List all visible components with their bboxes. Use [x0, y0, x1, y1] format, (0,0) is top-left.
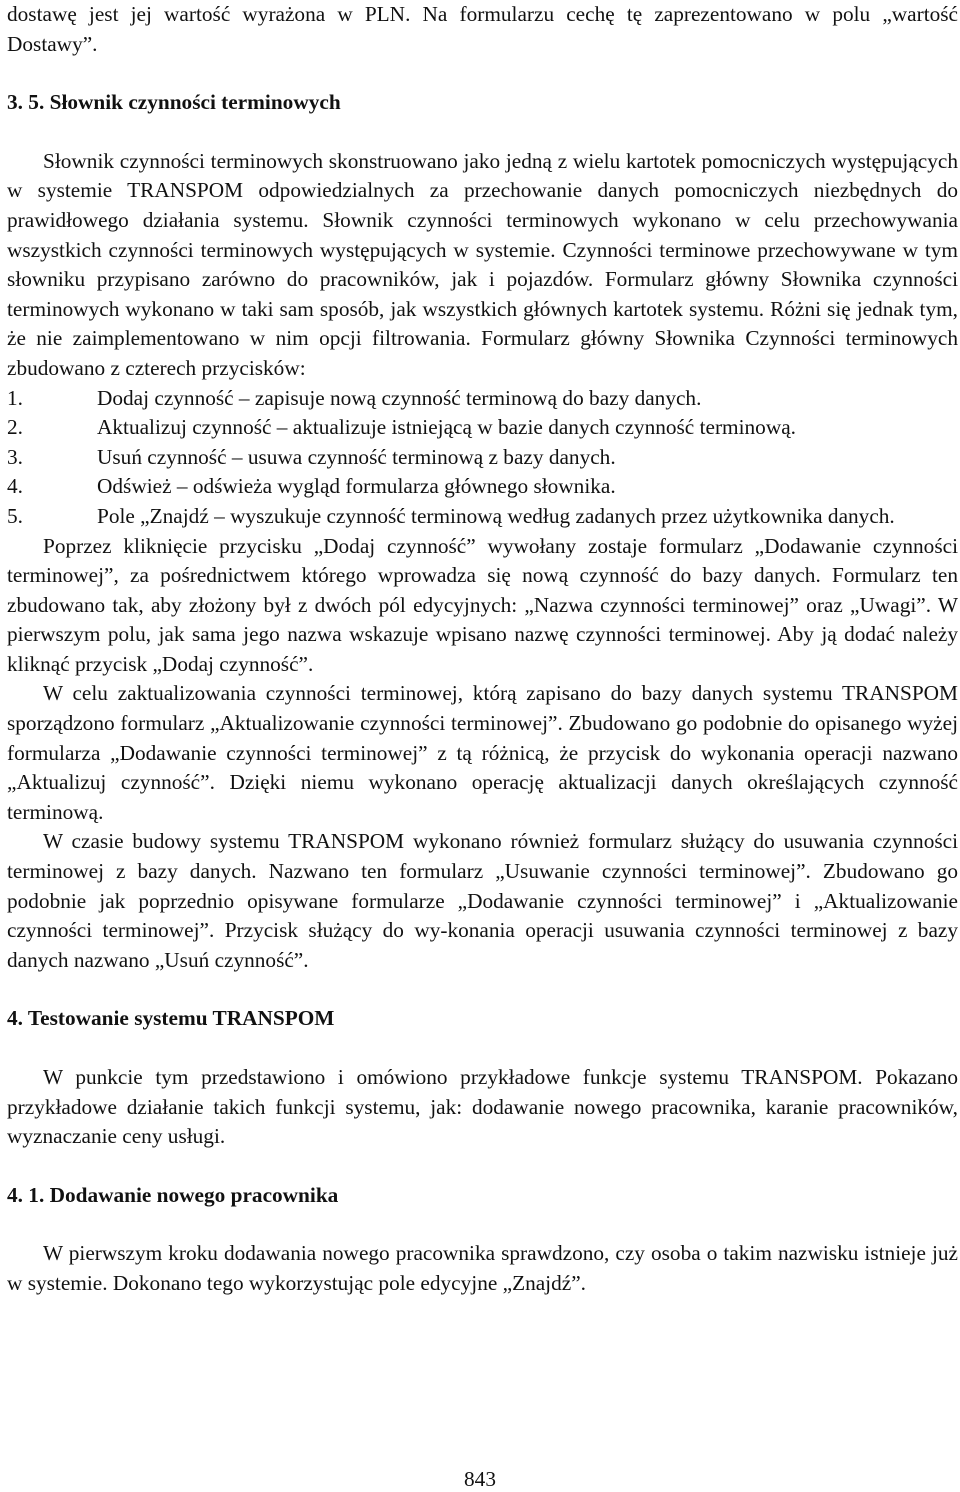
list-item	[7, 502, 958, 532]
paragraph-dodaj: Poprzez kliknięcie przycisku „Dodaj czynność” wywołany zostaje formularz „Dodawanie czynności terminowej”, za pośrednictwem którego wprowadza się nową czynność do bazy danych. Formularz ten zbudowano tak, aby złożony był z dwóch pól edycyjnych: „Nazwa czynności terminowej” oraz „Uwagi”. W pierwszym polu, jak sama jego nazwa wskazuje wpisano nazwę czynności terminowej. Aby ją dodać należy kliknąć przycisk „Dodaj czynność”.	[7, 533, 958, 676]
list-item	[7, 413, 958, 443]
list-item-number: 5.	[7, 503, 23, 528]
paragraph-testowanie: W punkcie tym przedstawiono i omówiono przykładowe funkcje systemu TRANSPOM. Pokazano przykładowe działanie takich funkcji systemu, jak: dodawanie nowego pracownika, karanie pracowników, wyznaczanie ceny usługi.	[7, 1065, 958, 1149]
section-heading-4: 4. Testowanie systemu TRANSPOM	[7, 1006, 335, 1031]
spacer	[7, 1152, 958, 1181]
list-item	[7, 384, 958, 414]
section-heading-4-1: 4. 1. Dodawanie nowego pracownika	[7, 1182, 339, 1207]
list-item-number: 2.	[7, 415, 23, 440]
spacer	[7, 118, 958, 147]
list-item-text: Pole „Znajdź – wyszukuje czynność terminową według zadanych przez użytkownika danych.	[97, 503, 895, 528]
paragraph-slownik: Słownik czynności terminowych skonstruowano jako jedną z wielu kartotek pomocniczych występujących w systemie TRANSPOM odpowiedzialnych za przechowanie danych pomocniczych niezbędnych do prawidłowego działania systemu. Słownik czynności terminowych wykonano w celu przechowywania wszystkich czynności terminowych występujących w systemie. Czynności terminowe przechowywane w tym słowniku przypisano zarówno do pracowników, jak i pojazdów. Formularz główny Słownika czynności terminowych wykonano w taki sam sposób, jak wszystkich głównych kartotek systemu. Różni się jednak tym, że nie zaimplementowano w nim opcji filtrowania. Formularz główny Słownika Czynności terminowych zbudowano z czterech przycisków:	[7, 148, 958, 380]
spacer	[7, 975, 958, 1004]
paragraph-usun: W czasie budowy systemu TRANSPOM wykonano również formularz służący do usuwania czynności terminowej z bazy danych. Nazwano ten formularz „Usuwanie czynności terminowej”. Zbudowano go podobnie jak poprzednio opisywane formularze „Dodawanie czynności terminowej” i „Aktualizowanie czynności terminowej”. Przycisk służący do wy-konania operacji usuwania czynności terminowej z bazy danych nazwano „Usuń czynność”.	[7, 829, 958, 972]
list-item-number: 4.	[7, 474, 23, 499]
spacer	[7, 1210, 958, 1239]
list-item-text: Usuń czynność – usuwa czynność terminową z bazy danych.	[97, 444, 616, 469]
list-item	[7, 443, 958, 473]
list-item-text: Aktualizuj czynność – aktualizuje istniejącą w bazie danych czynność terminową.	[97, 415, 796, 440]
list-item-text: Dodaj czynność – zapisuje nową czynność terminową do bazy danych.	[97, 385, 702, 410]
page-number: 843	[464, 1467, 496, 1491]
document-page	[7, 0, 958, 1299]
paragraph-dodawanie-pracownika: W pierwszym kroku dodawania nowego pracownika sprawdzono, czy osoba o takim nazwisku istnieje już w systemie. Dokonano tego wykorzystując pole edycyjne „Znajdź”.	[7, 1241, 958, 1295]
list-item-text: Odśwież – odświeża wygląd formularza głównego słownika.	[97, 474, 616, 499]
spacer	[7, 1034, 958, 1063]
spacer	[7, 59, 958, 88]
list-item-number: 3.	[7, 444, 23, 469]
list-item	[7, 472, 958, 502]
paragraph-top: dostawę jest jej wartość wyrażona w PLN. Na formularzu cechę tę zaprezentowano w polu „wartość Dostawy”.	[7, 2, 958, 56]
list-item-number: 1.	[7, 385, 23, 410]
button-list	[7, 384, 958, 532]
paragraph-aktualizuj: W celu zaktualizowania czynności terminowej, którą zapisano do bazy danych systemu TRANSPOM sporządzono formularz „Aktualizowanie czynności terminowej”. Zbudowano go podobnie do opisanego wyżej formularza „Dodawanie czynności terminowej” z tą różnicą, że przycisk do wykonania operacji nazwano „Aktualizuj czynność”. Dzięki niemu wykonano operację aktualizacji danych określających czynność terminową.	[7, 681, 958, 824]
section-heading-3-5: 3. 5. Słownik czynności terminowych	[7, 90, 341, 115]
